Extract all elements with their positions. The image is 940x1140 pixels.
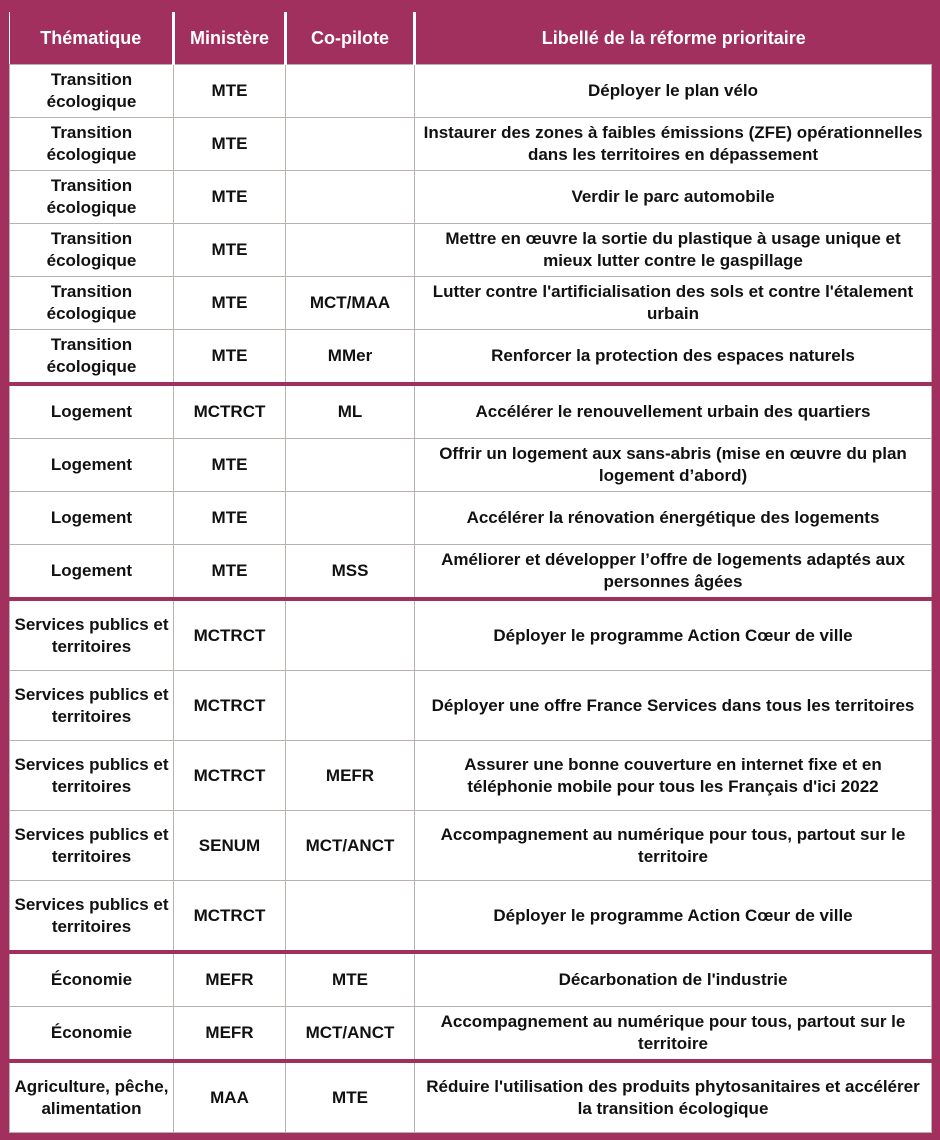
table-row: [10, 384, 932, 439]
cell-thematique: Économie: [10, 952, 174, 1007]
cell-copilote: MTE: [286, 952, 415, 1007]
cell-ministere: MTE: [174, 545, 286, 600]
table-body: [10, 65, 932, 1133]
cell-libelle: Accompagnement au numérique pour tous, partout sur le territoire: [415, 811, 932, 881]
header-libelle: Libellé de la réforme prioritaire: [415, 12, 932, 65]
cell-copilote: [286, 171, 415, 224]
table-row: [10, 741, 932, 811]
table-row: [10, 545, 932, 600]
cell-thematique: Services publics et territoires: [10, 599, 174, 671]
cell-libelle: Améliorer et développer l’offre de logements adaptés aux personnes âgées: [415, 545, 932, 600]
cell-libelle: Déployer le plan vélo: [415, 65, 932, 118]
cell-ministere: MEFR: [174, 1007, 286, 1062]
cell-copilote: MCT/MAA: [286, 277, 415, 330]
cell-ministere: MCTRCT: [174, 741, 286, 811]
cell-ministere: MTE: [174, 224, 286, 277]
table-row: [10, 671, 932, 741]
table-row: [10, 811, 932, 881]
table-row: [10, 492, 932, 545]
cell-ministere: MTE: [174, 330, 286, 385]
cell-copilote: MSS: [286, 545, 415, 600]
table-row: [10, 952, 932, 1007]
cell-ministere: MTE: [174, 118, 286, 171]
cell-copilote: MTE: [286, 1061, 415, 1133]
cell-ministere: MTE: [174, 277, 286, 330]
cell-ministere: MTE: [174, 171, 286, 224]
cell-libelle: Instaurer des zones à faibles émissions (ZFE) opérationnelles dans les territoires en dépassement: [415, 118, 932, 171]
cell-libelle: Verdir le parc automobile: [415, 171, 932, 224]
cell-ministere: MTE: [174, 439, 286, 492]
cell-ministere: MTE: [174, 65, 286, 118]
cell-thematique: Logement: [10, 545, 174, 600]
cell-copilote: MMer: [286, 330, 415, 385]
cell-thematique: Services publics et territoires: [10, 741, 174, 811]
cell-thematique: Transition écologique: [10, 118, 174, 171]
cell-ministere: MCTRCT: [174, 881, 286, 953]
cell-libelle: Accompagnement au numérique pour tous, partout sur le territoire: [415, 1007, 932, 1062]
cell-ministere: SENUM: [174, 811, 286, 881]
cell-ministere: MAA: [174, 1061, 286, 1133]
table-row: [10, 277, 932, 330]
cell-copilote: [286, 224, 415, 277]
cell-thematique: Services publics et territoires: [10, 881, 174, 953]
cell-libelle: Mettre en œuvre la sortie du plastique à usage unique et mieux lutter contre le gaspillage: [415, 224, 932, 277]
cell-thematique: Économie: [10, 1007, 174, 1062]
cell-thematique: Logement: [10, 492, 174, 545]
cell-copilote: ML: [286, 384, 415, 439]
table-row: [10, 599, 932, 671]
cell-thematique: Transition écologique: [10, 330, 174, 385]
cell-thematique: Transition écologique: [10, 224, 174, 277]
cell-libelle: Décarbonation de l'industrie: [415, 952, 932, 1007]
table-row: [10, 65, 932, 118]
table-row: [10, 1007, 932, 1062]
table-row: [10, 330, 932, 385]
cell-copilote: [286, 599, 415, 671]
cell-copilote: [286, 118, 415, 171]
reform-table: [9, 12, 932, 1133]
header-thematique: Thématique: [10, 12, 174, 65]
header-copilote: Co-pilote: [286, 12, 415, 65]
cell-ministere: MCTRCT: [174, 671, 286, 741]
cell-copilote: MEFR: [286, 741, 415, 811]
table-row: [10, 881, 932, 953]
cell-libelle: Accélérer le renouvellement urbain des quartiers: [415, 384, 932, 439]
cell-thematique: Services publics et territoires: [10, 671, 174, 741]
cell-copilote: [286, 881, 415, 953]
cell-thematique: Transition écologique: [10, 277, 174, 330]
cell-thematique: Services publics et territoires: [10, 811, 174, 881]
cell-ministere: MEFR: [174, 952, 286, 1007]
cell-libelle: Déployer le programme Action Cœur de ville: [415, 881, 932, 953]
cell-thematique: Agriculture, pêche, alimentation: [10, 1061, 174, 1133]
cell-copilote: [286, 671, 415, 741]
cell-thematique: Transition écologique: [10, 65, 174, 118]
cell-thematique: Logement: [10, 384, 174, 439]
cell-ministere: MTE: [174, 492, 286, 545]
cell-libelle: Accélérer la rénovation énergétique des logements: [415, 492, 932, 545]
cell-copilote: MCT/ANCT: [286, 811, 415, 881]
header-ministere: Ministère: [174, 12, 286, 65]
cell-copilote: MCT/ANCT: [286, 1007, 415, 1062]
cell-libelle: Offrir un logement aux sans-abris (mise en œuvre du plan logement d’abord): [415, 439, 932, 492]
cell-copilote: [286, 65, 415, 118]
table-row: [10, 439, 932, 492]
table-row: [10, 171, 932, 224]
cell-libelle: Déployer une offre France Services dans tous les territoires: [415, 671, 932, 741]
header-row: [10, 12, 932, 65]
table-row: [10, 118, 932, 171]
cell-copilote: [286, 439, 415, 492]
cell-libelle: Déployer le programme Action Cœur de ville: [415, 599, 932, 671]
table-row: [10, 1061, 932, 1133]
table-header: [10, 12, 932, 65]
table-row: [10, 224, 932, 277]
cell-ministere: MCTRCT: [174, 384, 286, 439]
cell-thematique: Transition écologique: [10, 171, 174, 224]
cell-libelle: Réduire l'utilisation des produits phytosanitaires et accélérer la transition écologique: [415, 1061, 932, 1133]
cell-copilote: [286, 492, 415, 545]
cell-libelle: Renforcer la protection des espaces naturels: [415, 330, 932, 385]
cell-libelle: Lutter contre l'artificialisation des sols et contre l'étalement urbain: [415, 277, 932, 330]
cell-libelle: Assurer une bonne couverture en internet fixe et en téléphonie mobile pour tous les Français d'ici 2022: [415, 741, 932, 811]
cell-ministere: MCTRCT: [174, 599, 286, 671]
cell-thematique: Logement: [10, 439, 174, 492]
